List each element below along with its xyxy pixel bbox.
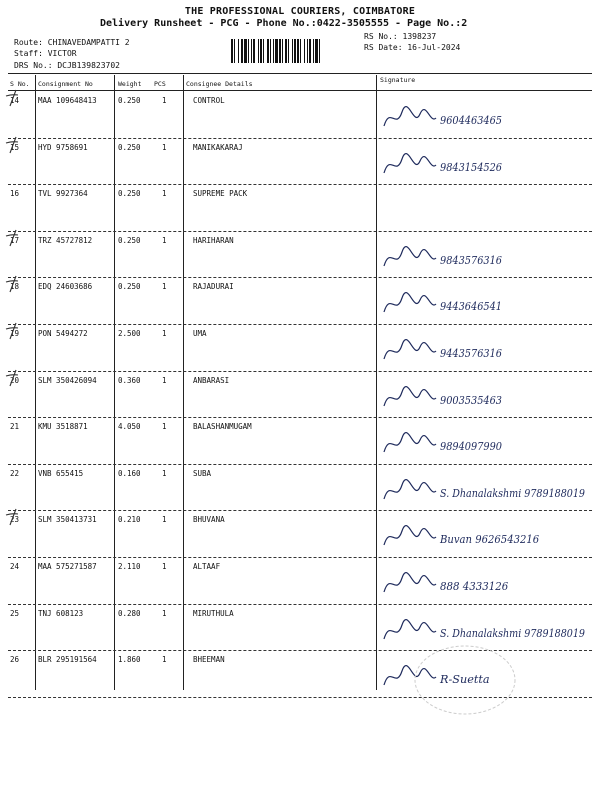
row-separator <box>8 371 592 372</box>
handwritten-signature <box>380 519 590 555</box>
tick-mark-icon <box>4 135 30 155</box>
signature-text: 9843576316 <box>440 253 502 267</box>
tick-mark-icon <box>4 321 30 341</box>
row-separator <box>8 277 592 278</box>
row-consignee: BALASHANMUGAM <box>193 422 252 432</box>
row-consignment: EDQ 24603686 <box>38 282 93 292</box>
column-divider <box>35 75 36 690</box>
tick-mark-icon <box>4 507 30 527</box>
column-divider <box>376 75 377 690</box>
handwritten-signature <box>380 147 590 183</box>
row-pcs: 1 <box>162 608 167 618</box>
col-header-weight: Weight <box>118 80 142 88</box>
table-top-rule <box>8 73 592 74</box>
row-weight: 0.250 <box>118 282 141 292</box>
row-consignment: TNJ 608123 <box>38 608 84 618</box>
row-pcs: 1 <box>162 329 167 338</box>
row-consignee: RAJADURAI <box>193 282 234 292</box>
row-pcs: 1 <box>162 562 167 571</box>
stamp-circle-mark <box>410 640 520 720</box>
row-pcs: 1 <box>162 282 167 292</box>
row-pcs: 1 <box>162 375 167 385</box>
row-pcs: 1 <box>162 515 167 525</box>
col-header-consignee: Consignee Details <box>186 80 253 88</box>
column-divider <box>183 75 184 690</box>
row-sno: 15 <box>10 142 20 152</box>
row-consignment: SLM 350413731 <box>38 515 97 525</box>
signature-text: 888 4333126 <box>440 580 509 593</box>
route-label: Route: CHINAVEDAMPATTI 2 <box>14 38 130 47</box>
drs-number: DRS No.: DCJB139823702 <box>14 61 120 70</box>
tick-mark-icon <box>4 368 30 388</box>
row-consignment: MAA 109648413 <box>38 96 97 105</box>
table-header-rule <box>8 90 592 91</box>
row-consignment: SLM 350426094 <box>38 375 97 385</box>
signature-text: 9894097990 <box>440 440 502 454</box>
row-sno: 24 <box>10 562 20 571</box>
handwritten-signature <box>380 333 590 369</box>
signature-text: 9003535463 <box>440 393 502 407</box>
runsheet-subtitle: Delivery Runsheet - PCG - Phone No.:0422-3505555 - Page No.:2 <box>100 18 468 29</box>
row-sno: 25 <box>10 608 20 618</box>
handwritten-signature <box>380 240 590 276</box>
row-consignee: CONTROL <box>193 96 225 105</box>
rs-date: RS Date: 16-Jul-2024 <box>364 43 461 52</box>
row-consignee: SUPREME PACK <box>193 189 248 199</box>
col-header-signature: Signature <box>380 76 416 84</box>
handwritten-signature <box>380 100 590 136</box>
row-separator <box>8 184 592 185</box>
row-consignee: BHEEMAN <box>193 655 225 665</box>
row-consignee: ANBARASI <box>193 375 230 385</box>
signature-text: 9843154526 <box>440 160 502 174</box>
row-weight: 0.160 <box>118 468 141 478</box>
col-header-pcs: PCS <box>154 80 166 88</box>
company-title: THE PROFESSIONAL COURIERS, COIMBATORE <box>184 6 416 17</box>
row-sno: 22 <box>10 468 20 478</box>
row-weight: 0.250 <box>118 142 141 152</box>
signature-text: S. Dhanalakshmi 9789188019 <box>440 626 585 640</box>
row-separator <box>8 231 592 232</box>
handwritten-signature <box>380 426 590 462</box>
row-sno: 14 <box>10 96 20 105</box>
row-sno: 17 <box>10 235 20 245</box>
tick-mark-icon <box>4 228 30 248</box>
row-sno: 26 <box>10 655 20 665</box>
row-sno: 18 <box>10 282 20 292</box>
col-header-consignment: Consignment No <box>38 80 93 88</box>
row-pcs: 1 <box>162 468 167 478</box>
row-consignee: HARIHARAN <box>193 235 234 245</box>
row-consignment: MAA 575271587 <box>38 562 97 571</box>
col-header-sno: S No. <box>10 80 30 88</box>
signature-text: 9604463465 <box>440 114 502 127</box>
row-pcs: 1 <box>162 96 167 105</box>
row-weight: 0.250 <box>118 189 141 199</box>
row-consignee: MIRUTHULA <box>193 608 234 618</box>
row-weight: 1.860 <box>118 655 141 665</box>
row-separator <box>8 417 592 418</box>
row-consignee: UMA <box>193 329 207 338</box>
row-separator <box>8 604 592 605</box>
row-weight: 0.360 <box>118 375 141 385</box>
tick-mark-icon <box>4 274 30 294</box>
row-pcs: 1 <box>162 422 167 432</box>
row-separator <box>8 510 592 511</box>
row-pcs: 1 <box>162 655 167 665</box>
signature-text: 9443576316 <box>440 347 502 360</box>
row-weight: 4.050 <box>118 422 141 432</box>
row-pcs: 1 <box>162 189 167 199</box>
row-consignee: ALTAAF <box>193 562 221 571</box>
row-pcs: 1 <box>162 142 167 152</box>
row-consignment: HYD 9758691 <box>38 142 88 152</box>
row-sno: 20 <box>10 375 20 385</box>
row-consignment: VNB 655415 <box>38 468 84 478</box>
row-consignee: BHUVANA <box>193 515 225 525</box>
row-consignment: PON 5494272 <box>38 329 88 338</box>
row-weight: 0.210 <box>118 515 141 525</box>
handwritten-signature <box>380 566 590 602</box>
row-separator <box>8 138 592 139</box>
row-weight: 0.250 <box>118 96 141 105</box>
column-divider <box>114 75 115 690</box>
row-consignment: TVL 9927364 <box>38 189 88 199</box>
handwritten-signature <box>380 380 590 416</box>
signature-text: 9443646541 <box>440 300 502 314</box>
row-weight: 0.250 <box>118 235 141 245</box>
row-separator <box>8 324 592 325</box>
row-sno: 23 <box>10 515 20 525</box>
rs-number: RS No.: 1398237 <box>364 32 437 41</box>
row-consignment: TRZ 45727812 <box>38 235 93 245</box>
row-weight: 2.110 <box>118 562 141 571</box>
row-consignment: BLR 295191564 <box>38 655 97 665</box>
row-pcs: 1 <box>162 235 167 245</box>
handwritten-signature <box>380 473 590 509</box>
row-weight: 2.500 <box>118 329 141 338</box>
row-consignee: MANIKAKARAJ <box>193 142 243 152</box>
row-sno: 19 <box>10 329 20 338</box>
tick-mark-icon <box>4 88 30 108</box>
row-sno: 21 <box>10 422 20 432</box>
barcode <box>231 39 357 63</box>
row-separator <box>8 464 592 465</box>
row-consignee: SUBA <box>193 468 212 478</box>
signature-text: R-Suetta <box>438 673 490 687</box>
row-separator <box>8 557 592 558</box>
handwritten-signature <box>380 286 590 322</box>
signature-text: Buvan 9626543216 <box>439 533 540 547</box>
staff-label: Staff: VICTOR <box>14 49 77 58</box>
row-sno: 16 <box>10 189 20 199</box>
signature-text: S. Dhanalakshmi 9789188019 <box>440 486 585 500</box>
row-consignment: KMU 3518871 <box>38 422 88 432</box>
row-weight: 0.280 <box>118 608 141 618</box>
